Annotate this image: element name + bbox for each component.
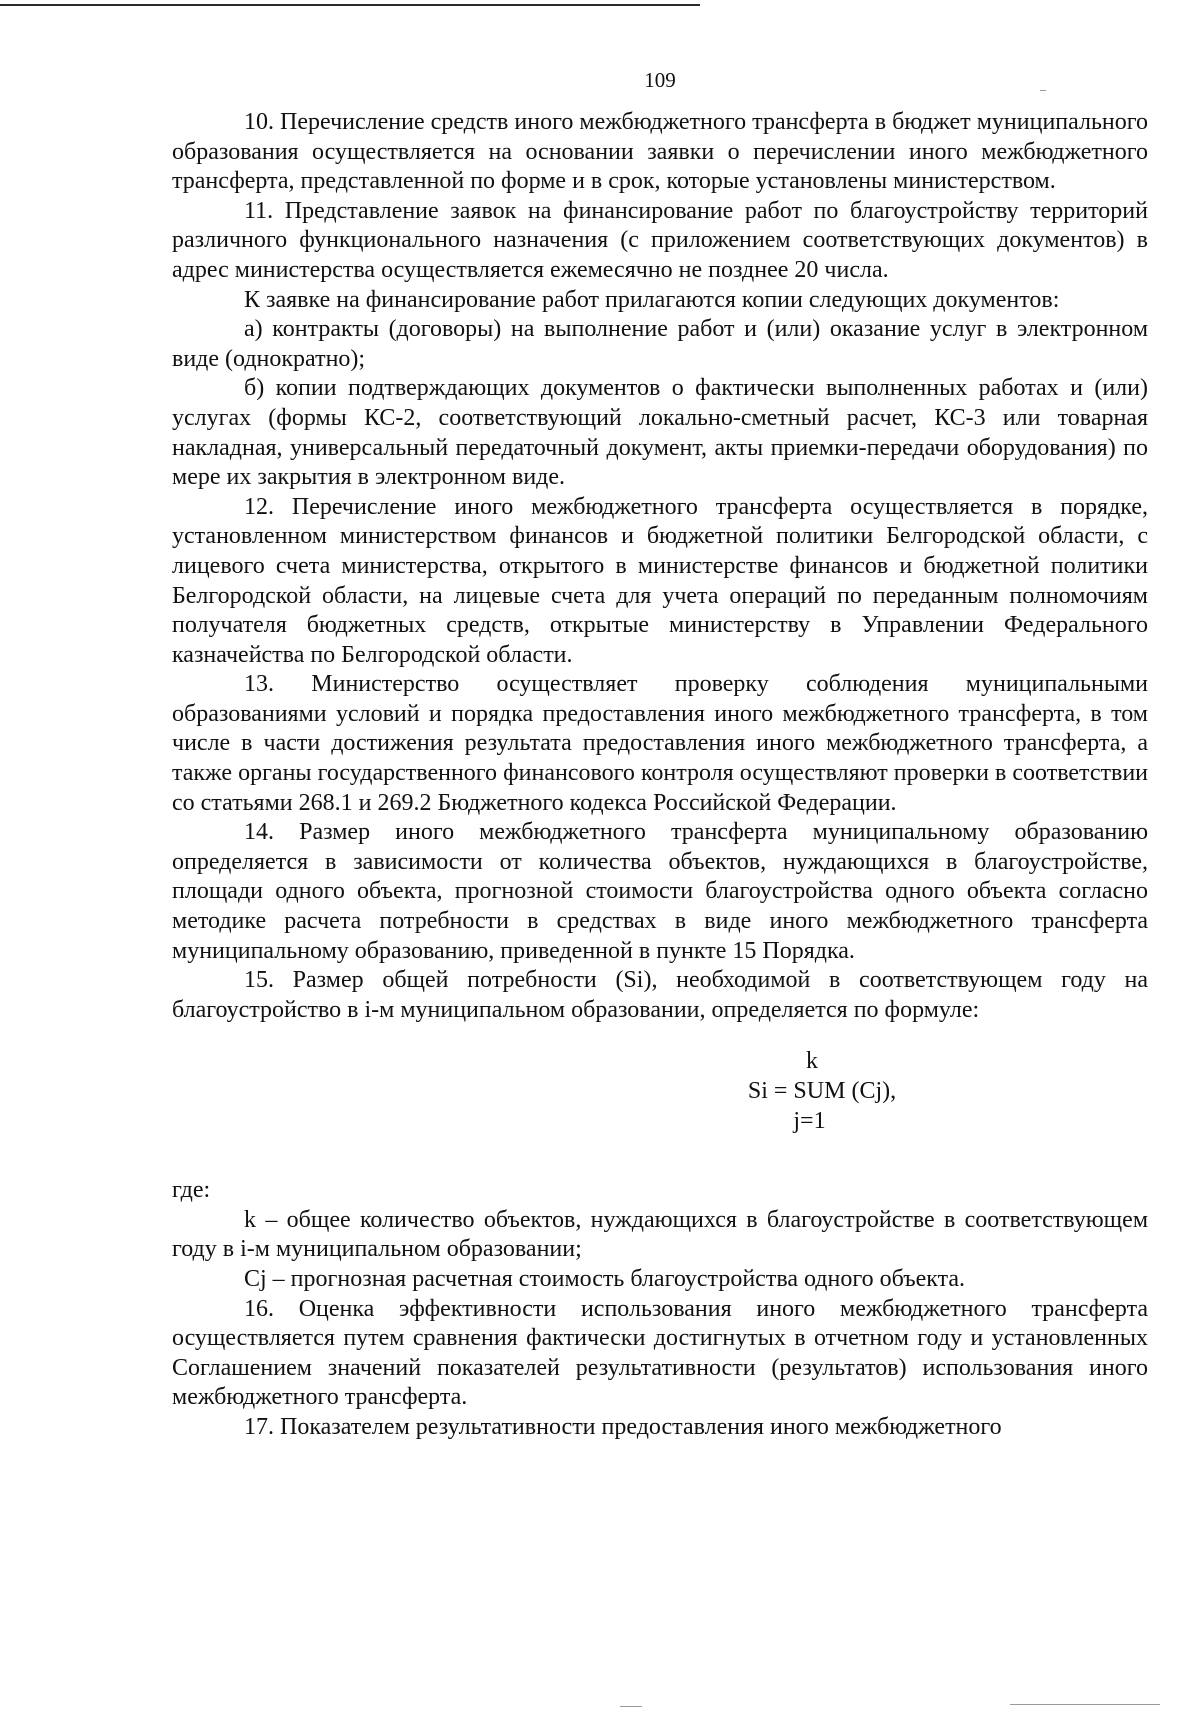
paragraph-documents-intro: К заявке на финансирование работ прилагаются копии следующих документов: — [244, 286, 1060, 313]
where-label: где: — [172, 1177, 211, 1204]
paragraph-11: 11. Представление заявок на финансирование работ по благоустройству территорий различного функционального назначения (с приложением соответствующих документов) в адрес министерства осуществляется ежемесячно не позднее 20 числа. — [172, 197, 1148, 283]
definition-cj: Cj – прогнозная расчетная стоимость благоустройства одного объекта. — [244, 1265, 966, 1292]
paragraph-item-a: а) контракты (договоры) на выполнение работ и (или) оказание услуг в электронном виде (однократно); — [172, 316, 1148, 372]
definition-k: k – общее количество объектов, нуждающихся в благоустройстве в соответствующем году в i-м муниципальном образовании; — [172, 1206, 1148, 1263]
paragraph-10: 10. Перечисление средств иного межбюджетного трансферта в бюджет муниципального образования осуществляется на основании заявки о перечислении иного межбюджетного трансферта, представленной по форме и в срок, которые установлены министерством. — [172, 109, 1148, 195]
scan-speck — [1010, 1704, 1160, 1705]
paragraph-15: 15. Размер общей потребности (Si), необходимой в соответствующем году на благоустройство в i-м муниципальном образовании, определяется по формуле: — [172, 967, 1148, 1023]
paragraph-12: 12. Перечисление иного межбюджетного трансферта осуществляется в порядке, установленном министерством финансов и бюджетной политики Белгородской области, с лицевого счета министерства, открытого в министерстве финансов и бюджетной политики Белгородской области, на лицевые счета для учета операций по переданным полномочиям получателя бюджетных средств, открытые министерству в Управлении Федерального казначейства по Белгородской области. — [172, 493, 1148, 668]
sum-formula — [472, 1047, 1032, 1136]
scan-speck — [620, 1706, 642, 1707]
page-number: 109 — [644, 68, 676, 92]
body-section-before-formula — [172, 108, 1148, 1025]
formula-expression: Si = SUM (Cj), — [747, 1078, 897, 1104]
paragraph-16: 16. Оценка эффективности использования иного межбюджетного трансферта осуществляется путем сравнения фактически достигнутых в отчетном году и установленных Соглашением значений показателей результативности (результатов) использования иного межбюджетного трансферта. — [172, 1295, 1148, 1411]
paragraph-13: 13. Министерство осуществляет проверку соблюдения муниципальными образованиями условий и порядка предоставления иного межбюджетного трансферта, в том числе в части достижения результата предоставления иного межбюджетного трансферта, а также органы государственного финансового контроля осуществляют проверки в соответствии со статьями 268.1 и 269.2 Бюджетного кодекса Российской Федерации. — [172, 671, 1148, 816]
formula-upper-limit: k — [806, 1048, 818, 1075]
document-page — [172, 64, 1148, 1443]
scan-top-border — [0, 4, 700, 6]
paragraph-17: 17. Показателем результативности предоставления иного межбюджетного — [244, 1413, 1002, 1440]
paragraph-item-b: б) копии подтверждающих документов о фактически выполненных работах и (или) услугах (формы КС-2, соответствующий локально-сметный расчет, КС-3 или товарная накладная, универсальный передаточный документ, акты приемки-передачи оборудования) по мере их закрытия в электронном виде. — [172, 375, 1148, 491]
body-section-after-formula — [172, 1176, 1148, 1442]
paragraph-14: 14. Размер иного межбюджетного трансферта муниципальному образованию определяется в зависимости от количества объектов, нуждающихся в благоустройстве, площади одного объекта, прогнозной стоимости благоустройства одного объекта согласно методике расчета потребности в средствах в виде иного межбюджетного трансферта муниципальному образованию, приведенной в пункте 15 Порядка. — [172, 819, 1148, 964]
formula-lower-limit: j=1 — [793, 1107, 826, 1134]
